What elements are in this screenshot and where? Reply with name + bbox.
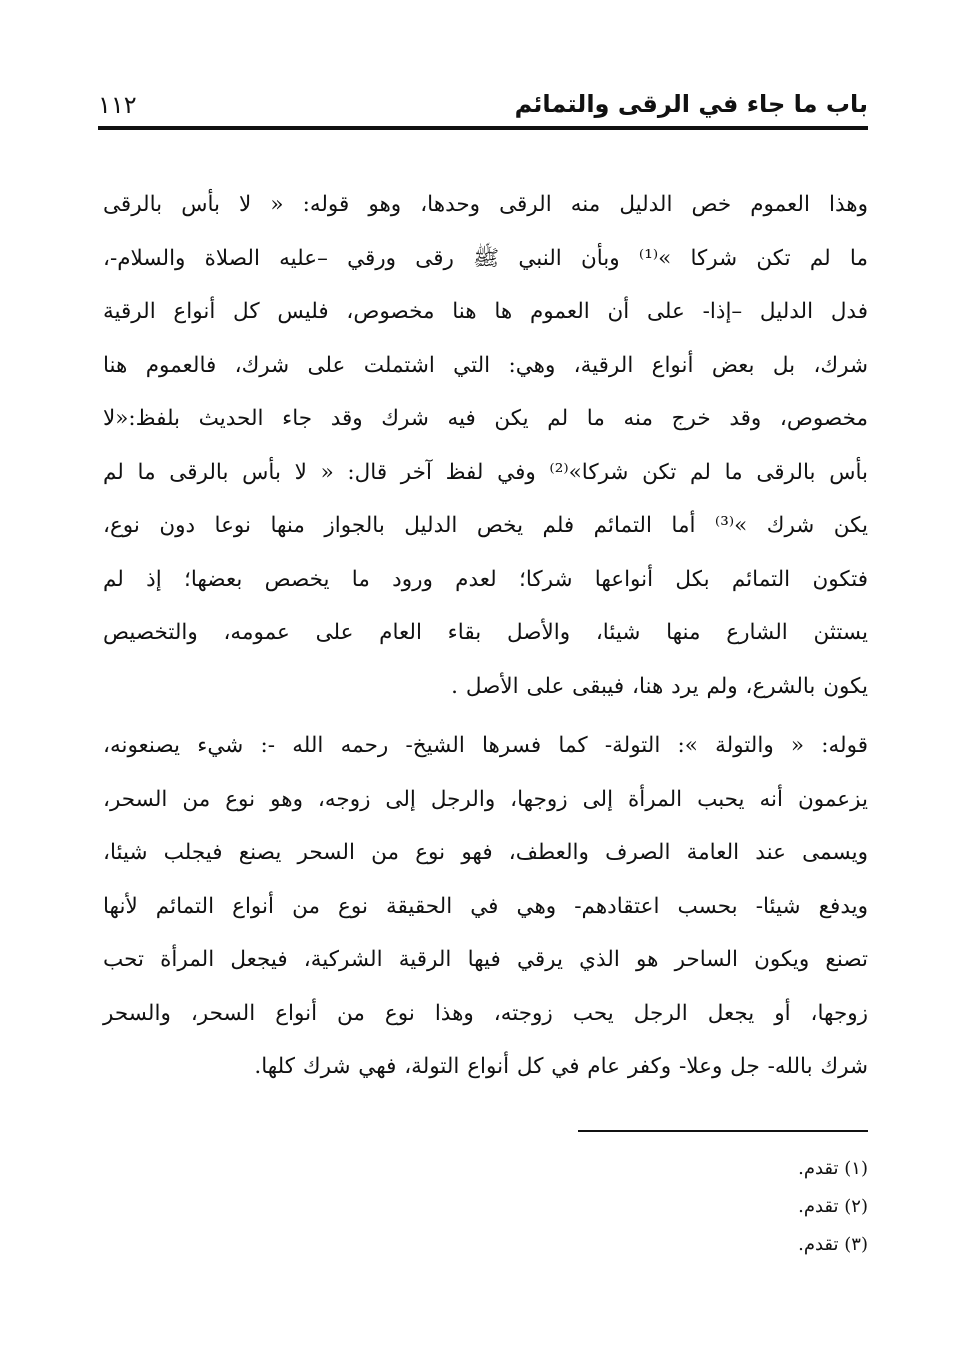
- text-line: ويدفع شيئا- بحسب اعتقادهم- وهي في الحقيقة نوع من أنواع التمائم لأنها: [103, 893, 868, 919]
- page-number: ١١٢: [98, 91, 137, 119]
- text-line: يستثن الشارع منها شيئا، والأصل بقاء العام على عمومه، والتخصيص: [103, 620, 868, 645]
- text-line: شرك، بل بعض أنواع الرقية، وهي: التي اشتملت على شرك، فالعموم هنا: [103, 352, 868, 378]
- text-line: يكون بالشرع، ولم يرد هنا، فيبقى على الأصل .: [451, 673, 868, 699]
- footnote-separator: [578, 1130, 868, 1132]
- text-line: يكن شرك »⁽³⁾ أما التمائم فلم يخص الدليل بالجواز منها نوعا دون نوع،: [103, 513, 869, 538]
- footnote-2: (٢) تقدم.: [798, 1196, 868, 1217]
- paragraph-1: [103, 178, 868, 713]
- text-line: ما لم تكن شركا »⁽¹⁾ وبأن النبي ﷺ رقى ورقي –عليه الصلاة والسلام-،: [103, 245, 868, 271]
- text-line: ويسمى عند العامة الصرف والعطف، فهو نوع من السحر يصنع فيجلب شيئا،: [103, 840, 868, 865]
- text-line: فتكون التمائم بكل أنواعها شركا؛ لعدم ورود ما يخصص بعضها؛ إذ لم: [103, 566, 868, 592]
- footnote-1: (١) تقدم.: [798, 1158, 868, 1179]
- text-line: يزعمون أنه يحبب المرأة إلى زوجها، والرجل إلى زوجه، وهو نوع من السحر،: [103, 786, 868, 812]
- text-line: وهذا العموم خص الدليل منه الرقى وحدها، وهو قوله: « لا بأس بالرقى: [103, 192, 868, 217]
- paragraph-2: [103, 719, 868, 1094]
- footnote-3: (٣) تقدم.: [798, 1234, 868, 1255]
- page-header: [98, 86, 868, 130]
- text-line: قوله: « والتولة »: التولة- كما فسرها الشيخ- رحمه الله -: شيء يصنعونه،: [103, 733, 868, 758]
- chapter-title: باب ما جاء في الرقى والتمائم: [514, 90, 868, 118]
- body-text: [103, 178, 868, 1094]
- text-line: شرك بالله- جل وعلا- وكفر عام في كل أنواع التولة، فهي شرك كلها.: [254, 1054, 868, 1079]
- footnotes: [468, 1150, 868, 1264]
- text-line: بأس بالرقى ما لم تكن شركا»⁽²⁾ وفي لفظ آخر قال: « لا بأس بالرقى ما لم: [103, 459, 868, 485]
- text-line: فدل الدليل –إذا- على أن العموم ها هنا مخصوص، فليس كل أنواع الرقية: [103, 299, 868, 324]
- text-line: مخصوص، وقد خرج منه ما لم يكن فيه شرك وقد جاء الحديث بلفظ:«لا: [103, 406, 868, 431]
- text-line: تصنع ويكون الساحر هو الذي يرقي فيها الرقية الشركية، فيجعل المرأة تحب: [103, 947, 868, 972]
- text-line: زوجها، أو يجعل الرجل يحب زوجته، وهذا نوع من أنواع السحر، والسحر: [103, 1000, 868, 1026]
- header-rule: [98, 126, 868, 130]
